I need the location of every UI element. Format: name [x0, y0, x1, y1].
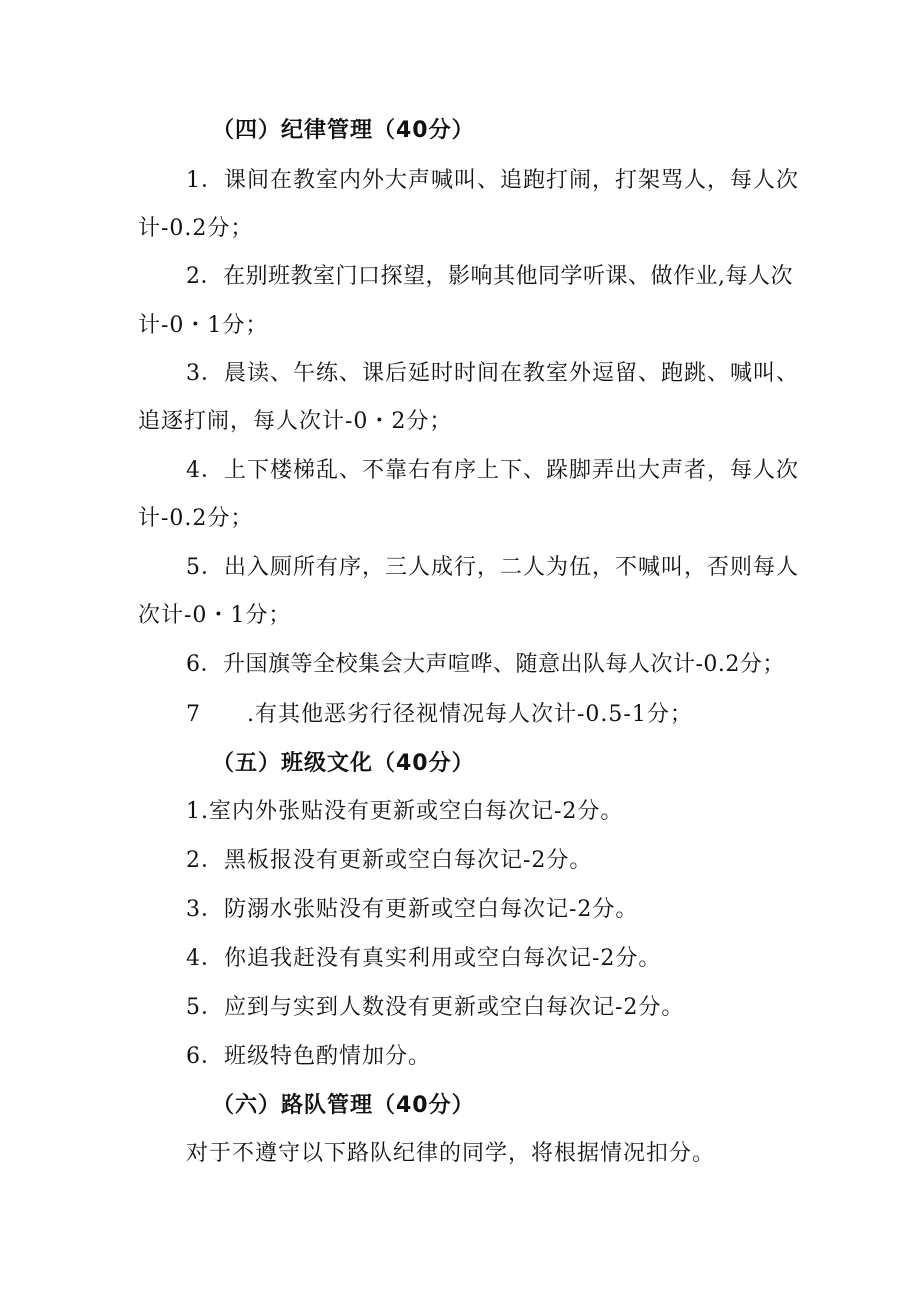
section-heading-class-culture: （五）班级文化（40分）: [212, 751, 475, 776]
section-heading-discipline: （四）纪律管理（40分）: [212, 118, 475, 143]
rule-item-7: 7 .有其他恶劣行径视情况每人次计-0.5-1分；: [186, 702, 693, 727]
rule-item-3-line-2: 追逐打闹，每人次计-0・2分；: [138, 409, 453, 434]
culture-item-1: 1.室内外张贴没有更新或空白每次记-2分。: [186, 799, 624, 824]
culture-item-2: 2．黑板报没有更新或空白每次记-2分。: [186, 848, 593, 873]
culture-item-6: 6．班级特色酌情加分。: [186, 1044, 431, 1069]
culture-item-4: 4．你追我赶没有真实利用或空白每次记-2分。: [186, 946, 662, 971]
rule-item-1-line-1: 1．课间在教室内外大声喊叫、追跑打闹，打架骂人，每人次: [186, 168, 799, 193]
rule-item-3-line-1: 3．晨读、午练、课后延时时间在教室外逗留、跑跳、喊叫、: [186, 361, 799, 386]
rule-item-4-line-2: 计-0.2分；: [138, 506, 254, 531]
rule-item-6: 6．升国旗等全校集会大声喧哗、随意出队每人次计-0.2分；: [186, 652, 785, 677]
rule-item-1-line-2: 计-0.2分；: [138, 216, 254, 241]
rule-item-2-line-1: 2．在别班教室门口探望，影响其他同学听课、做作业,每人次: [186, 264, 793, 289]
rule-item-4-line-1: 4．上下楼梯乱、不靠右有序上下、跺脚弄出大声者，每人次: [186, 458, 799, 483]
route-team-intro: 对于不遵守以下路队纪律的同学，将根据情况扣分。: [186, 1141, 716, 1166]
section-heading-route-team: （六）路队管理（40分）: [212, 1093, 475, 1118]
rule-item-2-line-2: 计-0・1分；: [138, 313, 269, 338]
rule-item-5-line-1: 5．出入厕所有序，三人成行，二人为伍，不喊叫，否则每人: [186, 555, 799, 580]
rule-item-5-line-2: 次计-0・1分；: [138, 603, 292, 628]
culture-item-3: 3．防溺水张贴没有更新或空白每次记-2分。: [186, 897, 639, 922]
culture-item-5: 5．应到与实到人数没有更新或空白每次记-2分。: [186, 995, 685, 1020]
